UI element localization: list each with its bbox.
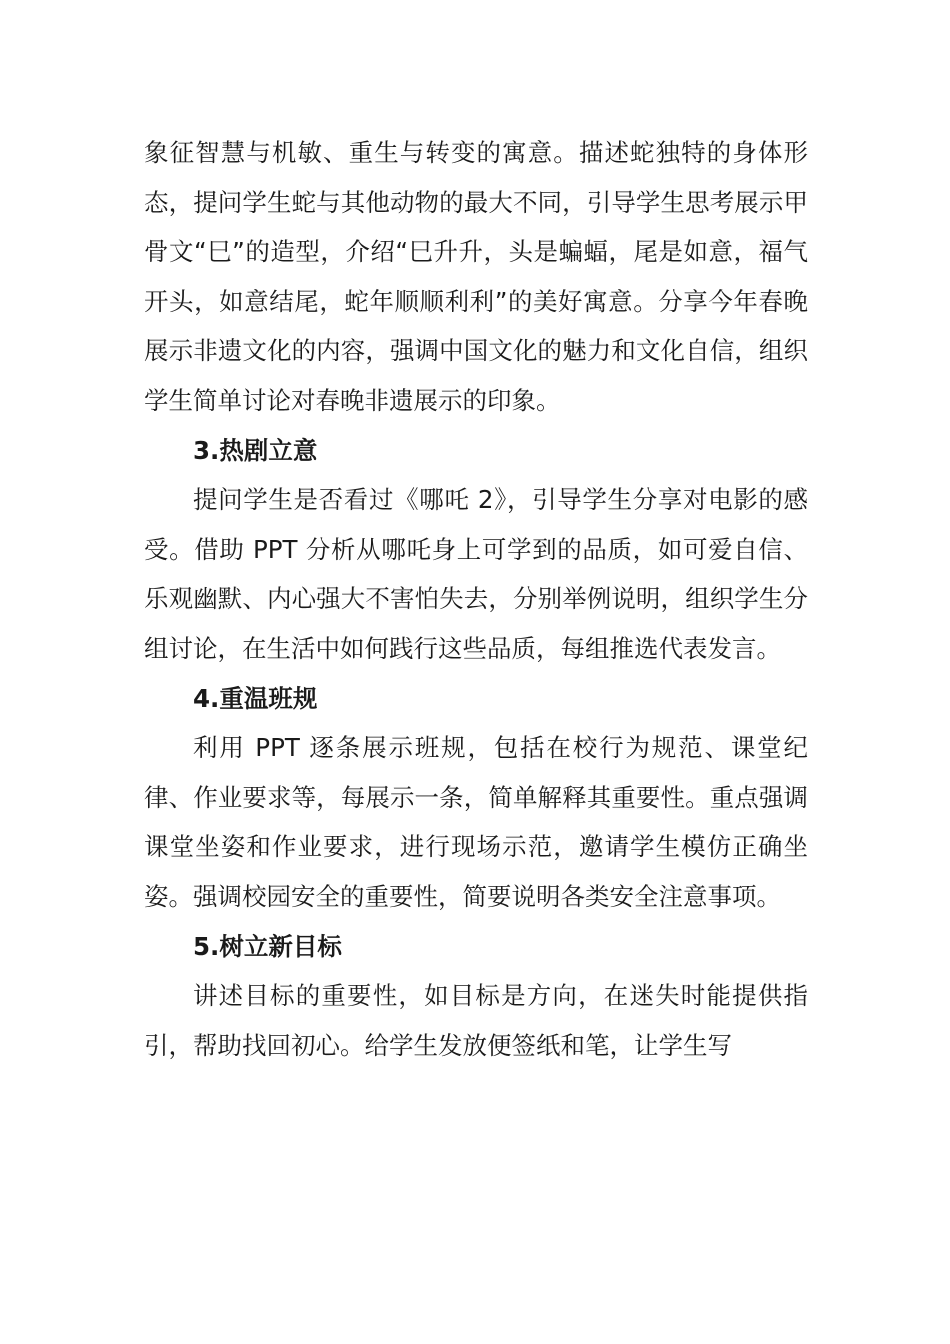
heading-section-3: 3.热剧立意 bbox=[193, 435, 318, 465]
paragraph-zodiac-snake: 象征智慧与机敏、重生与转变的寓意。描述蛇独特的身体形态，提问学生蛇与其他动物的最大不同，引导学生思考展示甲骨文“巳”的造型，介绍“巳升升，头是蝙蝠，尾是如意，福气开头，如意结尾，蛇年顺顺利利”的美好寓意。分享今年春晚展示非遗文化的内容，强调中国文化的魅力和文化自信，组织学生简单讨论对春晚非遗展示的印象。 bbox=[144, 138, 808, 415]
paragraph-nezha: 提问学生是否看过《哪吒 2》，引导学生分享对电影的感受。借助 PPT 分析从哪吒身上可学到的品质，如可爱自信、乐观幽默、内心强大不害怕失去，分别举例说明，组织学生分组讨论，在生活中如何践行这些品质，每组推选代表发言。 bbox=[144, 485, 808, 663]
heading-section-5: 5.树立新目标 bbox=[193, 931, 342, 961]
paragraph-class-rules: 利用 PPT 逐条展示班规，包括在校行为规范、课堂纪律、作业要求等，每展示一条，简单解释其重要性。重点强调课堂坐姿和作业要求，进行现场示范，邀请学生模仿正确坐姿。强调校园安全的重要性，简要说明各类安全注意事项。 bbox=[144, 733, 808, 911]
document-body bbox=[144, 128, 808, 1070]
heading-section-4: 4.重温班规 bbox=[193, 683, 318, 713]
paragraph-new-goals: 讲述目标的重要性，如目标是方向，在迷失时能提供指引，帮助找回初心。给学生发放便签纸和笔，让学生写 bbox=[144, 981, 808, 1060]
